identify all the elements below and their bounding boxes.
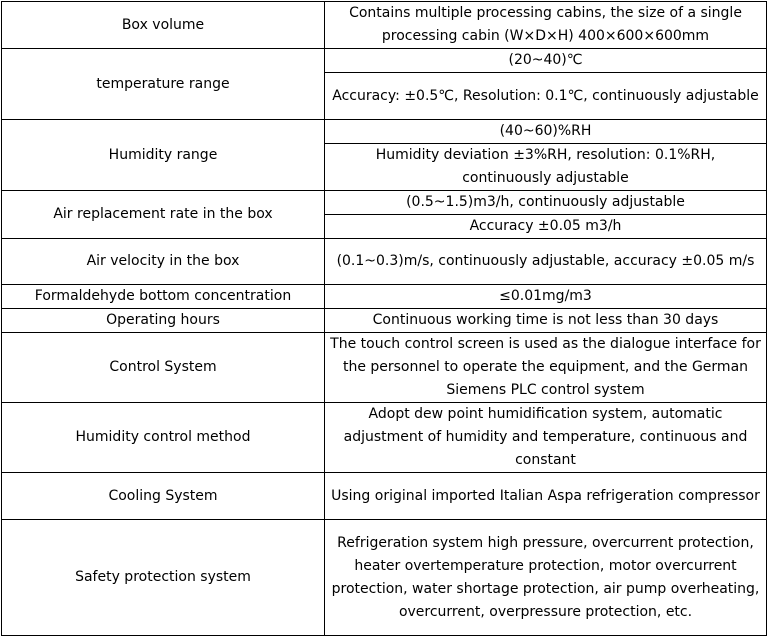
table-row: [2, 473, 767, 520]
label-humidity-control: Humidity control method: [2, 403, 325, 473]
value-air-replacement-accuracy: Accuracy ±0.05 m3/h: [325, 215, 767, 239]
table-row: [2, 520, 767, 636]
value-safety-protection: Refrigeration system high pressure, overcurrent protection, heater overtemperature protection, motor overcurrent protection, water shortage protection, air pump overheating, overcurrent, overpressure protection, etc.: [325, 520, 767, 636]
table-row: [2, 191, 767, 215]
table-row: [2, 2, 767, 49]
table-row: [2, 309, 767, 333]
table-row: [2, 403, 767, 473]
table-row: [2, 333, 767, 403]
table-row: [2, 285, 767, 309]
label-operating-hours: Operating hours: [2, 309, 325, 333]
value-humidity-deviation: Humidity deviation ±3%RH, resolution: 0.1%RH, continuously adjustable: [325, 144, 767, 191]
label-temperature-range: temperature range: [2, 49, 325, 120]
table-row: [2, 239, 767, 285]
label-safety-protection: Safety protection system: [2, 520, 325, 636]
specification-table: [1, 1, 767, 636]
value-temperature-range: (20~40)℃: [325, 49, 767, 73]
value-box-volume: Contains multiple processing cabins, the size of a single processing cabin (W×D×H) 400×600×600mm: [325, 2, 767, 49]
label-box-volume: Box volume: [2, 2, 325, 49]
value-cooling-system: Using original imported Italian Aspa refrigeration compressor: [325, 473, 767, 520]
value-air-replacement: (0.5~1.5)m3/h, continuously adjustable: [325, 191, 767, 215]
table-row: [2, 120, 767, 144]
table-row: [2, 49, 767, 73]
value-air-velocity: (0.1~0.3)m/s, continuously adjustable, accuracy ±0.05 m/s: [325, 239, 767, 285]
value-humidity-range: (40~60)%RH: [325, 120, 767, 144]
value-temperature-accuracy: Accuracy: ±0.5℃, Resolution: 0.1℃, continuously adjustable: [325, 73, 767, 120]
label-control-system: Control System: [2, 333, 325, 403]
value-operating-hours: Continuous working time is not less than 30 days: [325, 309, 767, 333]
value-formaldehyde: ≤0.01mg/m3: [325, 285, 767, 309]
label-air-velocity: Air velocity in the box: [2, 239, 325, 285]
label-humidity-range: Humidity range: [2, 120, 325, 191]
label-formaldehyde: Formaldehyde bottom concentration: [2, 285, 325, 309]
value-control-system: The touch control screen is used as the dialogue interface for the personnel to operate the equipment, and the German Siemens PLC control system: [325, 333, 767, 403]
label-cooling-system: Cooling System: [2, 473, 325, 520]
value-humidity-control: Adopt dew point humidification system, automatic adjustment of humidity and temperature, continuous and constant: [325, 403, 767, 473]
label-air-replacement: Air replacement rate in the box: [2, 191, 325, 239]
